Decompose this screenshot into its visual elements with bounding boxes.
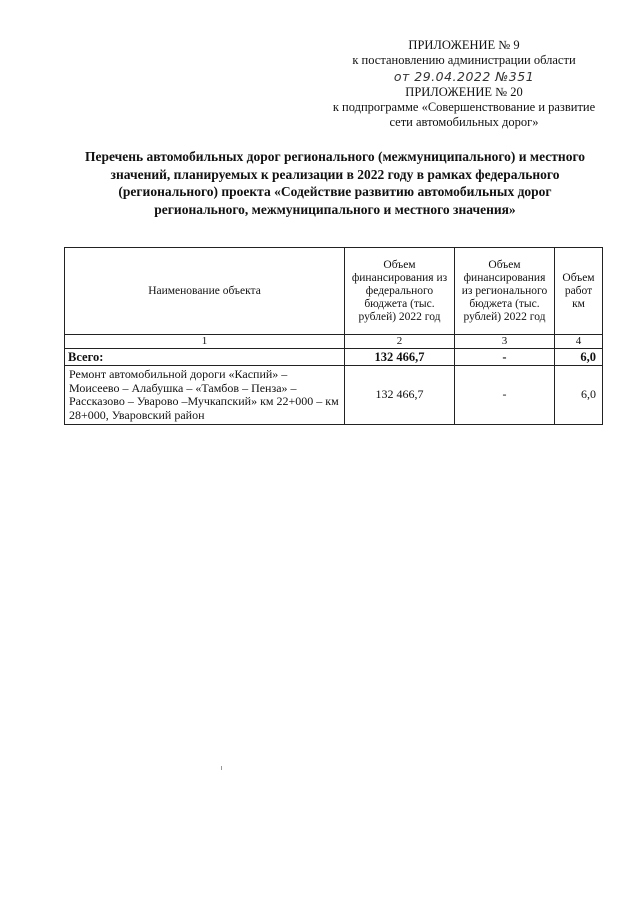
total-km: 6,0	[555, 349, 603, 366]
column-number: 3	[455, 335, 555, 349]
table-row	[65, 366, 603, 425]
scan-mark	[221, 766, 222, 770]
document-title: Перечень автомобильных дорог регионального (межмуниципального) и местного значений, планируемых к реализации в 2022 году в рамках федерального (регионального) проекта «Содействие развитию автомобильных дорог регионального, межмуниципального и местного значения»	[84, 149, 585, 217]
total-regional: -	[455, 349, 555, 366]
column-number: 4	[555, 335, 603, 349]
table-header-row	[65, 248, 603, 335]
object-federal: 132 466,7	[345, 366, 455, 425]
appendix-line-2: к постановлению администрации области	[352, 53, 576, 67]
appendix-header	[330, 38, 598, 130]
object-km: 6,0	[555, 366, 603, 425]
column-number-row	[65, 335, 603, 349]
header-federal-budget: Объем финансирования из федерального бюджета (тыс. рублей) 2022 год	[345, 248, 455, 335]
appendix-line-5: сети автомобильных дорог»	[389, 115, 539, 129]
object-name: Ремонт автомобильной дороги «Каспий» – Моисеево – Алабушка – «Тамбов – Пенза» – Рассказово – Уварово –Мучкапский» км 22+000 – км 28+000, Уваровский район	[65, 366, 345, 425]
object-regional: -	[455, 366, 555, 425]
roads-table	[64, 247, 603, 425]
total-federal: 132 466,7	[345, 349, 455, 366]
total-label: Всего:	[65, 349, 345, 366]
header-work-km: Объем работ км	[555, 248, 603, 335]
column-number: 2	[345, 335, 455, 349]
handwritten-date-number: от 29.04.2022 №351	[393, 69, 535, 84]
appendix-line-4: к подпрограмме «Совершенствование и развитие	[332, 100, 596, 114]
appendix-line-1: ПРИЛОЖЕНИЕ № 9	[408, 38, 520, 52]
total-row	[65, 349, 603, 366]
header-regional-budget: Объем финансирования из регионального бюджета (тыс. рублей) 2022 год	[455, 248, 555, 335]
header-object-name: Наименование объекта	[65, 248, 345, 335]
appendix-line-3: ПРИЛОЖЕНИЕ № 20	[405, 85, 523, 99]
column-number: 1	[65, 335, 345, 349]
